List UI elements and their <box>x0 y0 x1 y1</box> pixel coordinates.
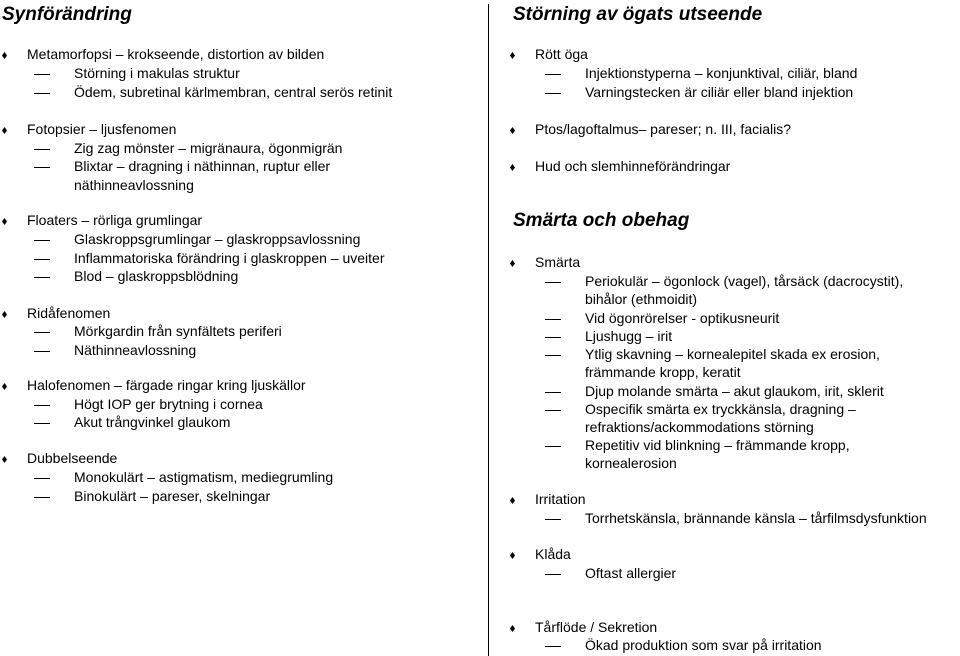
diamond-bullet-icon <box>2 127 7 134</box>
diamond-bullet-icon <box>510 164 515 171</box>
dash-bullet-icon <box>545 337 561 338</box>
sub-item-text: Oftast allergier <box>585 565 677 581</box>
dash-bullet-icon <box>34 423 50 424</box>
bullet-title: Ridåfenomen <box>27 305 111 321</box>
dash-bullet-icon <box>545 392 561 393</box>
diamond-bullet-icon <box>510 497 515 504</box>
sub-item-text: Mörkgardin från synfältets periferi <box>74 323 282 339</box>
diamond-bullet-icon <box>2 383 7 390</box>
sub-item-text: Djup molande smärta – akut glaukom, irit, sklerit <box>585 383 884 399</box>
dash-bullet-icon <box>545 319 561 320</box>
sub-item-text: Periokulär – ögonlock (vagel), tårsäck (dacrocystit), <box>585 273 904 289</box>
diamond-bullet-icon <box>2 52 7 59</box>
sub-item-text: Ökad produktion som svar på irritation <box>585 637 822 653</box>
sub-item-text: Injektionstyperna – konjunktival, ciliär, bland <box>585 65 858 81</box>
diamond-bullet-icon <box>2 456 7 463</box>
dash-bullet-icon <box>545 446 561 447</box>
diamond-bullet-icon <box>2 218 7 225</box>
sub-item-text: Blixtar – dragning i näthinnan, ruptur eller <box>74 158 331 174</box>
diamond-bullet-icon <box>510 52 515 59</box>
bullet-title: Metamorfopsi – krokseende, distortion av bilden <box>27 46 325 62</box>
dash-bullet-icon <box>34 351 50 352</box>
diamond-bullet-icon <box>510 127 515 134</box>
dash-bullet-icon <box>34 478 50 479</box>
sub-item-text: Högt IOP ger brytning i cornea <box>74 396 263 412</box>
dash-bullet-icon <box>34 277 50 278</box>
bullet-title: Irritation <box>535 491 586 507</box>
bullet-title: Klåda <box>535 546 571 562</box>
diamond-bullet-icon <box>510 552 515 559</box>
bullet-title: Tårflöde / Sekretion <box>535 619 658 635</box>
dash-bullet-icon <box>34 93 50 94</box>
section-heading-smarta: Smärta och obehag <box>513 210 690 231</box>
sub-item-text: Glaskroppsgrumlingar – glaskroppsavlossning <box>74 231 361 247</box>
dash-bullet-icon <box>34 240 50 241</box>
dash-bullet-icon <box>545 646 561 647</box>
sub-item-text: Torrhetskänsla, brännande känsla – tårfilmsdysfunktion <box>585 510 927 526</box>
bullet-title: Fotopsier – ljusfenomen <box>27 121 177 137</box>
dash-bullet-icon <box>545 410 561 411</box>
sub-item-text: Ospecifik smärta ex tryckkänsla, dragning – <box>585 401 856 417</box>
sub-item-text: Inflammatoriska förändring i glaskroppen – uveiter <box>74 250 385 266</box>
dash-bullet-icon <box>34 149 50 150</box>
sub-item-text: Akut trångvinkel glaukom <box>74 414 231 430</box>
bullet-title: Dubbelseende <box>27 450 118 466</box>
dash-bullet-icon <box>545 93 561 94</box>
sub-item-text: Blod – glaskroppsblödning <box>74 268 239 284</box>
dash-bullet-icon <box>34 259 50 260</box>
diamond-bullet-icon <box>2 311 7 318</box>
sub-item-text: Ytlig skavning – kornealepitel skada ex erosion, <box>585 346 880 362</box>
dash-bullet-icon <box>34 405 50 406</box>
sub-item-text: Ljushugg – irit <box>585 328 673 344</box>
sub-item-text: Zig zag mönster – migränaura, ögonmigrän <box>74 140 343 156</box>
sub-item-text: näthinneavlossning <box>74 177 194 193</box>
bullet-title: Rött öga <box>535 46 588 62</box>
dash-bullet-icon <box>34 497 50 498</box>
bullet-title: Ptos/lagoftalmus– pareser; n. III, facialis? <box>535 121 792 137</box>
sub-item-text: Störning i makulas struktur <box>74 65 240 81</box>
sub-item-text: Vid ögonrörelser - optikusneurit <box>585 310 780 326</box>
diamond-bullet-icon <box>510 625 515 632</box>
dash-bullet-icon <box>34 332 50 333</box>
dash-bullet-icon <box>34 74 50 75</box>
dash-bullet-icon <box>545 519 561 520</box>
sub-item-text: Binokulärt – pareser, skelningar <box>74 488 271 504</box>
dash-bullet-icon <box>545 355 561 356</box>
bullet-title: Hud och slemhinneförändringar <box>535 158 731 174</box>
section-heading-storning: Störning av ögats utseende <box>513 4 763 25</box>
dash-bullet-icon <box>545 574 561 575</box>
sub-item-text: bihålor (ethmoidit) <box>585 291 698 307</box>
sub-item-text: Ödem, subretinal kärlmembran, central serös retinit <box>74 84 393 100</box>
sub-item-text: Varningstecken är ciliär eller bland injektion <box>585 84 854 100</box>
section-heading-synforandring: Synförändring <box>2 4 132 25</box>
sub-item-text: främmande kropp, keratit <box>585 364 741 380</box>
dash-bullet-icon <box>545 282 561 283</box>
bullet-title: Floaters – rörliga grumlingar <box>27 212 203 228</box>
sub-item-text: Monokulärt – astigmatism, mediegrumling <box>74 469 334 485</box>
diamond-bullet-icon <box>510 260 515 267</box>
sub-item-text: kornealerosion <box>585 455 677 471</box>
dash-bullet-icon <box>545 74 561 75</box>
sub-item-text: Repetitiv vid blinkning – främmande kropp, <box>585 437 850 453</box>
bullet-title: Halofenomen – färgade ringar kring ljuskällor <box>27 377 306 393</box>
sub-item-text: refraktions/ackommodations störning <box>585 419 814 435</box>
column-divider <box>488 4 489 656</box>
dash-bullet-icon <box>34 167 50 168</box>
sub-item-text: Näthinneavlossning <box>74 342 197 358</box>
bullet-title: Smärta <box>535 254 581 270</box>
